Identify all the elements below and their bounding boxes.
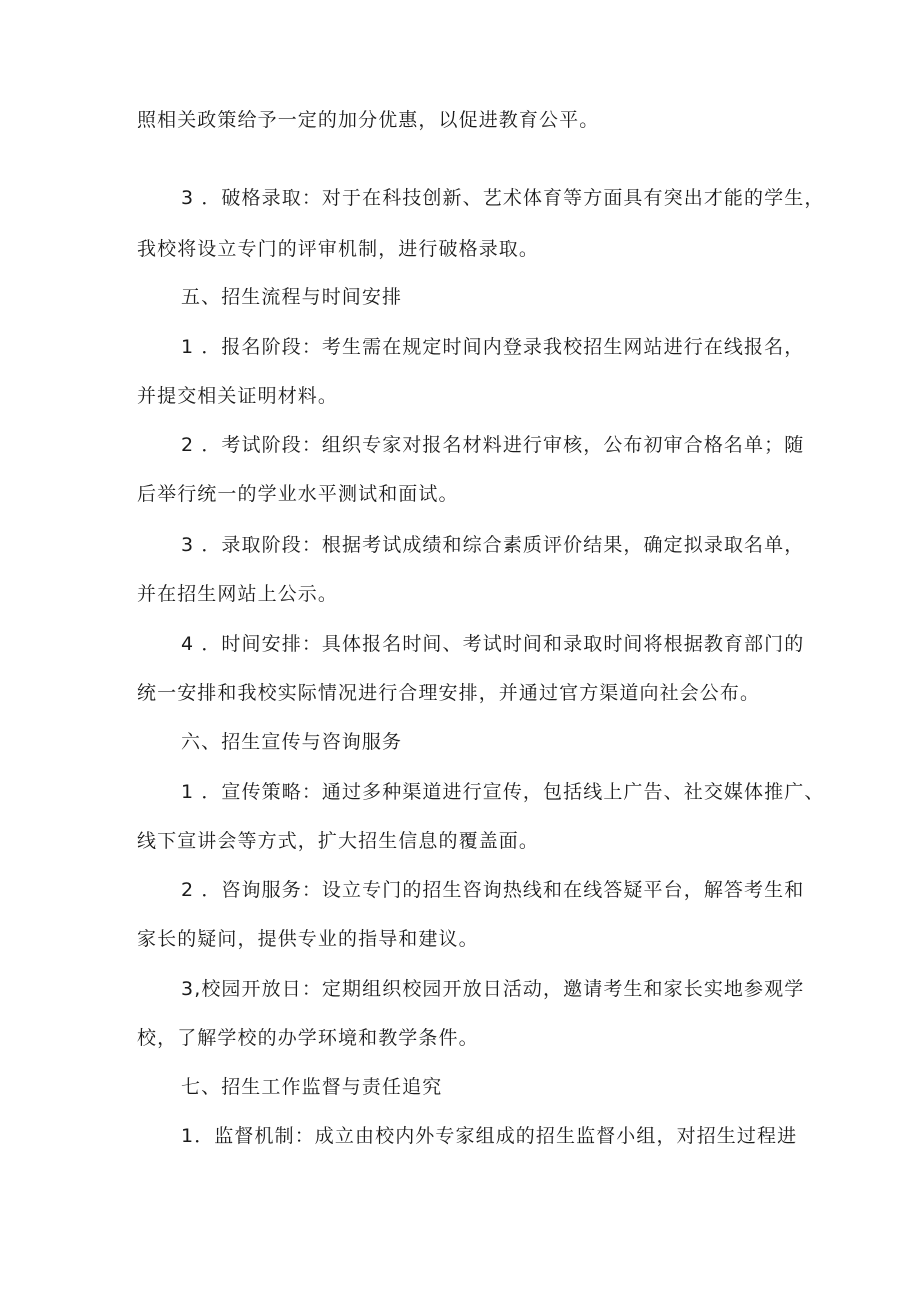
paragraph-open-day [137, 978, 805, 1000]
text-line: 3 ．破格录取：对于在科技创新、艺术体育等方面具有突出才能的学生， [181, 187, 825, 209]
section-heading: 六、招生宣传与咨询服务 [181, 731, 403, 753]
section-heading: 七、招生工作监督与责任追究 [181, 1076, 443, 1098]
text-line: 校，了解学校的办学环境和教学条件。 [137, 1027, 479, 1049]
text-line: 统一安排和我校实际情况进行合理安排，并通过官方渠道向社会公布。 [137, 682, 761, 704]
paragraph-exam [137, 434, 805, 456]
text-line: 4 ．时间安排：具体报名时间、考试时间和录取时间将根据教育部门的 [181, 633, 805, 655]
text-line: 我校将设立专门的评审机制，进行破格录取。 [137, 238, 540, 260]
paragraph-supervision [137, 1126, 797, 1146]
text-line: 1 ．宣传策略：通过多种渠道进行宣传，包括线上广告、社交媒体推广、 [181, 781, 825, 803]
text-line: 2 ．咨询服务：设立专门的招生咨询热线和在线答疑平台，解答考生和 [181, 879, 805, 901]
paragraph-consulting-cont [137, 929, 797, 949]
paragraph-registration [137, 336, 805, 358]
text-line: 1 ．报名阶段：考生需在规定时间内登录我校招生网站进行在线报名， [181, 336, 805, 358]
paragraph-exceptional-admission-cont [137, 239, 797, 259]
section-heading-7 [137, 1077, 797, 1097]
text-line: 后举行统一的学业水平测试和面试。 [137, 483, 459, 505]
paragraph-schedule-cont [137, 683, 797, 703]
text-line: 并在招生网站上公示。 [137, 583, 339, 605]
text-line: 家长的疑问，提供专业的指导和建议。 [137, 928, 479, 950]
section-heading-6 [137, 732, 797, 752]
paragraph-open-day-cont [137, 1028, 797, 1048]
paragraph-continuation [137, 110, 797, 130]
paragraph-exceptional-admission [137, 187, 825, 209]
section-heading-5 [137, 287, 797, 307]
paragraph-exam-cont [137, 484, 797, 504]
paragraph-promotion-cont [137, 831, 797, 851]
text-line: 并提交相关证明材料。 [137, 385, 339, 407]
text-line: 2 ．考试阶段：组织专家对报名材料进行审核，公布初审合格名单；随 [181, 434, 805, 456]
text-line: 3,校园开放日：定期组织校园开放日活动，邀请考生和家长实地参观学 [181, 978, 805, 1000]
paragraph-admission [137, 534, 805, 556]
paragraph-consulting [137, 879, 805, 901]
paragraph-registration-cont [137, 386, 797, 406]
paragraph-promotion [137, 781, 825, 803]
paragraph-admission-cont [137, 584, 797, 604]
text-line: 线下宣讲会等方式，扩大招生信息的覆盖面。 [137, 830, 540, 852]
section-heading: 五、招生流程与时间安排 [181, 286, 403, 308]
text-line: 3 ．录取阶段：根据考试成绩和综合素质评价结果，确定拟录取名单， [181, 534, 805, 556]
paragraph-schedule [137, 633, 805, 655]
text-line: 1．监督机制：成立由校内外专家组成的招生监督小组，对招生过程进 [181, 1125, 798, 1147]
text-line: 照相关政策给予一定的加分优惠，以促进教育公平。 [137, 109, 600, 131]
